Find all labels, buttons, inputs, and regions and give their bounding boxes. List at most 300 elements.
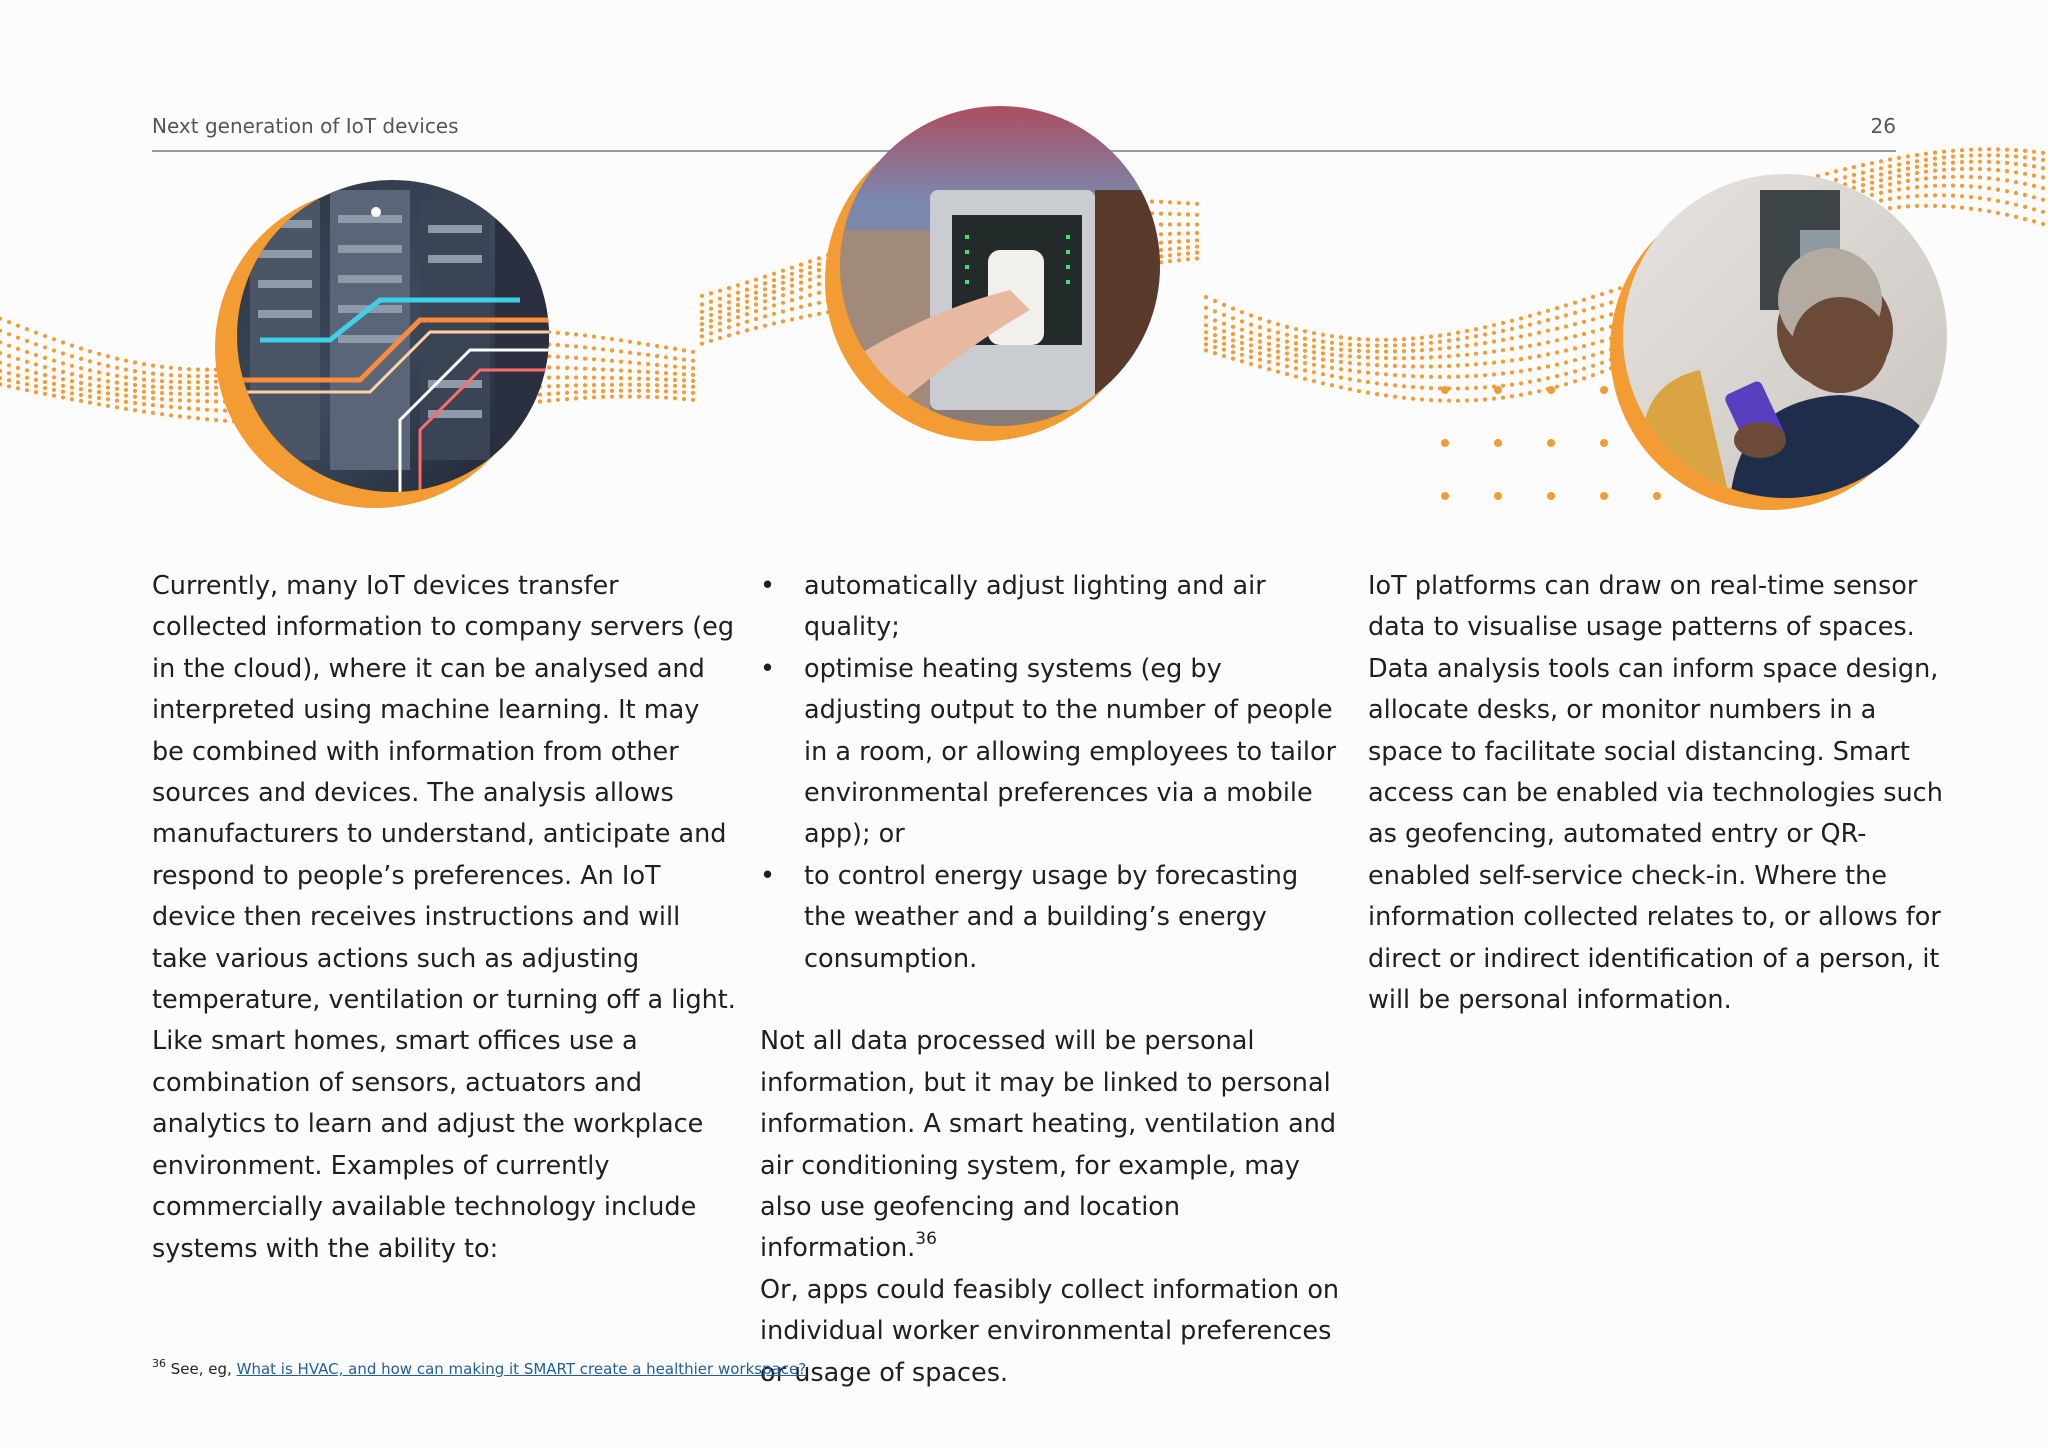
wave-dot [1555, 363, 1559, 367]
wave-dot [1987, 153, 1991, 157]
wave-dot [673, 378, 677, 382]
wave-dot [1879, 172, 1883, 176]
wave-dot [727, 300, 731, 304]
wave-dot [1582, 356, 1586, 360]
wave-dot [781, 281, 785, 285]
wave-dot [1249, 330, 1253, 334]
wave-dot [691, 350, 695, 354]
wave-dot [754, 326, 758, 330]
wave-dot [88, 394, 92, 398]
wave-dot [1519, 345, 1523, 349]
wave-dot [25, 360, 29, 364]
wave-dot [1366, 371, 1370, 375]
wave-dot [1447, 364, 1451, 368]
wave-dot [1384, 356, 1388, 360]
wave-dot [1249, 313, 1253, 317]
wave-dot [2032, 184, 2036, 188]
page-number: 26 [1870, 114, 1896, 138]
wave-dot [1168, 259, 1172, 263]
wave-dot [151, 372, 155, 376]
wave-dot [781, 275, 785, 279]
wave-dot [2041, 222, 2045, 226]
wave-dot [70, 372, 74, 376]
wave-dot [736, 303, 740, 307]
wave-dot [97, 362, 101, 366]
wave-dot [1960, 148, 1964, 152]
wave-dot [1609, 312, 1613, 316]
wave-dot [1213, 345, 1217, 349]
wave-dot [556, 331, 560, 335]
wave-dot [1339, 335, 1343, 339]
wave-dot [655, 383, 659, 387]
wave-dot [556, 355, 560, 359]
wave-dot [1186, 239, 1190, 243]
wave-dot [1213, 339, 1217, 343]
wave-dot [1555, 338, 1559, 342]
wave-dot [1978, 167, 1982, 171]
wave-dot [151, 403, 155, 407]
wave-dot [1330, 341, 1334, 345]
wave-dot [97, 352, 101, 356]
wave-dot [1429, 398, 1433, 402]
wave-dot [808, 285, 812, 289]
wave-dot [1222, 322, 1226, 326]
wave-dot [1951, 149, 1955, 153]
wave-dot [808, 265, 812, 269]
wave-dot [1546, 329, 1550, 333]
wave-dot [187, 367, 191, 371]
wave-dot [790, 266, 794, 270]
wave-dot [1600, 361, 1604, 365]
wave-dot [592, 395, 596, 399]
wave-dot [1258, 351, 1262, 355]
wave-dot [763, 281, 767, 285]
wave-dot [1888, 197, 1892, 201]
wave-dot [16, 347, 20, 351]
wave-dot [1528, 333, 1532, 337]
wave-dot [1591, 353, 1595, 357]
wave-dot [1456, 399, 1460, 403]
wave-dot [79, 393, 83, 397]
wave-dot [1312, 344, 1316, 348]
wave-dot [1924, 184, 1928, 188]
wave-dot [700, 302, 704, 306]
wave-dot [61, 370, 65, 374]
wave-dot [1573, 358, 1577, 362]
wave-dot [1339, 367, 1343, 371]
wave-dot [142, 384, 146, 388]
wave-dot [115, 387, 119, 391]
wave-dot [1960, 206, 1964, 210]
wave-dot [1888, 189, 1892, 193]
wave-dot [1312, 379, 1316, 383]
wave-dot [1951, 161, 1955, 165]
wave-dot [1537, 378, 1541, 382]
wave-dot [1924, 193, 1928, 197]
wave-dot [1924, 176, 1928, 180]
wave-dot [1258, 333, 1262, 337]
wave-dot [1348, 368, 1352, 372]
wave-dot [124, 375, 128, 379]
wave-dot [25, 350, 29, 354]
wave-dot [1393, 343, 1397, 347]
wave-dot [25, 339, 29, 343]
wave-dot [1348, 377, 1352, 381]
wave-dot [628, 369, 632, 373]
wave-dot [1924, 204, 1928, 208]
wave-dot [2041, 210, 2045, 214]
wave-dot [1501, 371, 1505, 375]
wave-dot [1231, 332, 1235, 336]
wave-dot [1357, 370, 1361, 374]
capabilities-list [760, 566, 1345, 980]
wave-dot [583, 333, 587, 337]
wave-dot [196, 386, 200, 390]
wave-dot [1438, 398, 1442, 402]
wave-dot [1996, 177, 2000, 181]
wave-dot [1258, 317, 1262, 321]
wave-dot [718, 297, 722, 301]
wave-dot [763, 314, 767, 318]
wave-dot [1483, 385, 1487, 389]
wave-dot [1285, 346, 1289, 350]
wave-dot [1870, 193, 1874, 197]
wave-dot [817, 268, 821, 272]
wave-dot [1996, 168, 2000, 172]
wave-dot [1231, 344, 1235, 348]
wave-dot [34, 362, 38, 366]
wave-dot [1321, 333, 1325, 337]
wave-dot [745, 280, 749, 284]
wave-dot [556, 398, 560, 402]
wave-dot [1195, 238, 1199, 242]
wave-dot [2005, 178, 2009, 182]
wave-dot [1888, 170, 1892, 174]
wave-dot [709, 307, 713, 311]
wave-dot [1195, 251, 1199, 255]
wave-dot [673, 396, 677, 400]
wave-dot [205, 374, 209, 378]
wave-dot [1870, 161, 1874, 165]
wave-dot [1861, 183, 1865, 187]
wave-dot [763, 287, 767, 291]
wave-dot [1915, 178, 1919, 182]
wave-dot [1429, 386, 1433, 390]
wave-dot [205, 392, 209, 396]
wave-dot [16, 357, 20, 361]
wave-dot [214, 380, 218, 384]
wave-dot [1933, 169, 1937, 173]
wave-dot [754, 296, 758, 300]
wave-dot [0, 361, 2, 365]
wave-dot [646, 353, 650, 357]
wave-dot [772, 290, 776, 294]
wave-dot [556, 375, 560, 379]
wave-dot [547, 376, 551, 380]
wave-dot [1186, 231, 1190, 235]
wave-dot [160, 404, 164, 408]
wave-dot [745, 312, 749, 316]
footnote-link[interactable]: What is HVAC, and how can making it SMART create a healthier workspace? [236, 1360, 807, 1378]
wave-dot [1915, 194, 1919, 198]
wave-dot [0, 329, 2, 333]
wave-dot [682, 397, 686, 401]
wave-dot [2041, 175, 2045, 179]
wave-dot [70, 344, 74, 348]
wave-dot [1177, 252, 1181, 256]
wave-dot [1483, 341, 1487, 345]
wave-dot [187, 415, 191, 419]
wave-dot [2032, 150, 2036, 154]
wave-dot [1312, 331, 1316, 335]
wave-dot [1294, 341, 1298, 345]
wave-dot [52, 368, 56, 372]
wave-dot [763, 299, 767, 303]
wave-dot [1204, 295, 1208, 299]
wave-dot [1303, 355, 1307, 359]
wave-dot [133, 408, 137, 412]
wave-dot [547, 392, 551, 396]
wave-dot [1258, 346, 1262, 350]
wave-dot [1213, 318, 1217, 322]
wave-dot [772, 312, 776, 316]
wave-dot [196, 374, 200, 378]
wave-dot [1438, 334, 1442, 338]
wave-dot [781, 319, 785, 323]
wave-dot [1258, 358, 1262, 362]
wave-dot [151, 378, 155, 382]
wave-dot [43, 345, 47, 349]
wave-dot [1330, 334, 1334, 338]
wave-dot [1564, 313, 1568, 317]
wave-dot [1546, 352, 1550, 356]
wave-dot [664, 364, 668, 368]
wave-dot [1159, 241, 1163, 245]
wave-dot [25, 382, 29, 386]
wave-dot [1942, 175, 1946, 179]
woman-with-phone-photo [1610, 170, 1950, 510]
wave-dot [646, 389, 650, 393]
wave-dot [817, 282, 821, 286]
wave-dot [1492, 331, 1496, 335]
wave-dot [1267, 360, 1271, 364]
wave-dot [1591, 306, 1595, 310]
wave-dot [1375, 372, 1379, 376]
wave-dot [79, 374, 83, 378]
wave-dot [160, 365, 164, 369]
wave-dot [745, 288, 749, 292]
wave-dot [1546, 340, 1550, 344]
wave-dot [1240, 328, 1244, 332]
wave-dot [2032, 207, 2036, 211]
wave-dot [1384, 364, 1388, 368]
wave-dot [565, 397, 569, 401]
wave-dot [169, 391, 173, 395]
wave-dot [565, 355, 569, 359]
wave-dot [718, 304, 722, 308]
wave-dot [736, 291, 740, 295]
wave-dot [1942, 193, 1946, 197]
wave-dot [1366, 343, 1370, 347]
wave-dot [1429, 348, 1433, 352]
wave-dot [1978, 160, 1982, 164]
wave-dot [1465, 374, 1469, 378]
wave-dot [142, 410, 146, 414]
wave-dot [1897, 156, 1901, 160]
wave-dot [736, 297, 740, 301]
wave-dot [817, 256, 821, 260]
wave-dot [772, 303, 776, 307]
wave-dot [151, 411, 155, 415]
wave-dot [2041, 186, 2045, 190]
running-header-title: Next generation of IoT devices [152, 114, 459, 138]
wave-dot [1591, 364, 1595, 368]
wave-dot [1267, 353, 1271, 357]
wave-dot [664, 383, 668, 387]
wave-dot [2041, 166, 2045, 170]
wave-dot [655, 395, 659, 399]
wave-dot [1528, 314, 1532, 318]
wave-dot [1834, 169, 1838, 173]
wave-dot [43, 392, 47, 396]
wave-dot [1366, 362, 1370, 366]
wave-dot [1870, 168, 1874, 172]
wave-dot [1186, 251, 1190, 255]
wave-dot [1429, 335, 1433, 339]
wave-dot [1546, 376, 1550, 380]
wave-dot [727, 294, 731, 298]
wave-dot [16, 374, 20, 378]
wave-dot [691, 359, 695, 363]
wave-dot [43, 334, 47, 338]
wave-dot [1609, 289, 1613, 293]
wave-dot [43, 356, 47, 360]
wave-dot [79, 381, 83, 385]
decorative-banner [0, 0, 2048, 560]
wave-dot [583, 390, 587, 394]
wave-dot [1420, 356, 1424, 360]
wave-dot [1168, 240, 1172, 244]
wave-dot [61, 351, 65, 355]
wave-dot [70, 397, 74, 401]
wave-dot [2023, 172, 2027, 176]
wave-dot [1483, 361, 1487, 365]
wave-dot [664, 371, 668, 375]
wave-dot [196, 392, 200, 396]
wave-dot [178, 374, 182, 378]
wave-dot [628, 360, 632, 364]
wave-dot [106, 391, 110, 395]
wave-dot [1600, 303, 1604, 307]
wave-dot [736, 309, 740, 313]
wave-dot [214, 392, 218, 396]
wave-dot [52, 382, 56, 386]
wave-dot [709, 331, 713, 335]
wave-dot [1384, 338, 1388, 342]
wave-dot [2014, 215, 2018, 219]
wave-dot [142, 378, 146, 382]
wave-dot [763, 306, 767, 310]
wave-dot [1519, 316, 1523, 320]
wave-dot [1456, 375, 1460, 379]
wave-dot [0, 376, 2, 380]
wave-dot [1573, 322, 1577, 326]
wave-dot [70, 385, 74, 389]
wave-dot [2023, 163, 2027, 167]
wave-dot [736, 283, 740, 287]
wave-dot [1951, 175, 1955, 179]
wave-dot [655, 389, 659, 393]
wave-dot [1582, 367, 1586, 371]
wave-dot [655, 344, 659, 348]
wave-dot [1411, 349, 1415, 353]
wave-dot [1411, 374, 1415, 378]
wave-dot [1861, 163, 1865, 167]
wave-dot [97, 378, 101, 382]
wave-dot [223, 419, 227, 423]
wave-dot [196, 416, 200, 420]
wave-dot [1483, 325, 1487, 329]
wave-dot [664, 345, 668, 349]
wave-dot [664, 355, 668, 359]
wave-dot [691, 366, 695, 370]
wave-dot [187, 386, 191, 390]
wave-dot [1519, 381, 1523, 385]
wave-dot [1870, 186, 1874, 190]
wave-dot [2014, 162, 2018, 166]
footnote-reference[interactable]: 36 [915, 1229, 937, 1250]
wave-dot [556, 391, 560, 395]
wave-dot [727, 318, 731, 322]
wave-dot [1591, 317, 1595, 321]
wave-dot [1303, 361, 1307, 365]
wave-dot [727, 286, 731, 290]
wave-dot [16, 366, 20, 370]
wave-dot [2005, 148, 2009, 152]
wave-dot [196, 380, 200, 384]
wave-dot [1879, 166, 1883, 170]
wave-dot [1924, 170, 1928, 174]
wave-dot [214, 408, 218, 412]
wave-dot [1312, 363, 1316, 367]
wave-dot [52, 394, 56, 398]
wave-dot [2032, 164, 2036, 168]
wave-dot [88, 368, 92, 372]
wave-dot [781, 301, 785, 305]
wave-dot [1996, 160, 2000, 164]
wave-dot [1339, 385, 1343, 389]
wave-dot [124, 368, 128, 372]
wave-dot [1375, 344, 1379, 348]
wave-dot [1420, 386, 1424, 390]
wave-dot [1474, 362, 1478, 366]
wave-dot [763, 275, 767, 279]
wave-dot [1240, 353, 1244, 357]
wave-dot [1897, 168, 1901, 172]
wave-dot [1303, 337, 1307, 341]
wave-dot [556, 343, 560, 347]
wave-dot [547, 399, 551, 403]
wave-dot [1429, 364, 1433, 368]
wave-dot [16, 324, 20, 328]
wave-dot [88, 383, 92, 387]
wave-dot [1915, 185, 1919, 189]
wave-dot [1339, 354, 1343, 358]
wave-dot [1186, 201, 1190, 205]
wave-dot [1564, 336, 1568, 340]
wave-dot [736, 322, 740, 326]
wave-dot [1240, 341, 1244, 345]
